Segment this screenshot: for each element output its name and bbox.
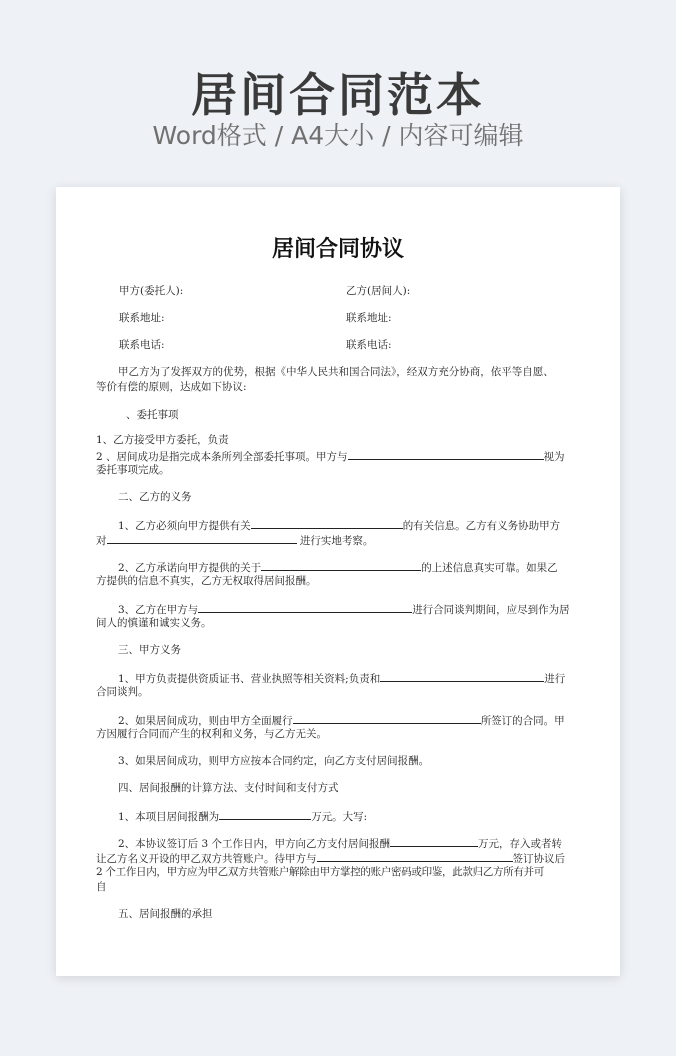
blank-field[interactable] [261,559,421,571]
blank-field[interactable] [348,448,544,460]
blank-field[interactable] [219,808,311,820]
document-title: 居间合同协议 [271,236,404,262]
clause-line: 方因履行合同而产生的权利和义务，与乙方无关。 [96,728,327,740]
banner-subtitle: Word格式 / A4大小 / 内容可编辑 [152,121,524,150]
section-heading: 、委托事项 [126,409,179,421]
document-page [56,187,620,976]
section-heading: 四、居间报酬的计算方法、支付时间和支付方式 [118,782,339,794]
party-a-label: 甲方(委托人): [119,285,184,297]
clause-line: 对 进行实地考察。 [96,532,580,549]
section-heading: 二、乙方的义务 [118,491,192,503]
clause-line: 2 、居间成功是指完成本条所列全部委托事项。甲方与 视为 [96,448,580,465]
clause-line: 自 [96,881,107,893]
banner-title: 居间合同范本 [191,68,485,122]
blank-field[interactable] [380,670,544,682]
clause-line: 让乙方名义开设的甲乙双方共管账户。待甲方与 签订协议后 [96,850,580,867]
clause-line: 1、乙方接受甲方委托，负责 [96,434,229,446]
blank-field[interactable] [251,517,403,529]
clause-line: 3、如果居间成功，则甲方应按本合同约定，向乙方支付居间报酬。 [118,755,430,767]
clause-line: 方提供的信息不真实，乙方无权取得居间报酬。 [96,575,317,587]
clause-line: 合同谈判。 [96,686,149,698]
intro-line: 甲乙方为了发挥双方的优势，根据《中华人民共和国合同法》，经双方充分协商，依平等自愿、 [118,366,554,378]
clause-line: 1、本项目居间报酬为 万元。大写: [96,808,580,825]
clause-line: 2、本协议签订后 3 个工作日内，甲方向乙方支付居间报酬 万元，存入或者转 [96,835,580,852]
clause-line: 3、乙方在甲方与 进行合同谈判期间，应尽到作为居 [96,601,580,618]
clause-line: 2、如果居间成功，则由甲方全面履行 所签订的合同。甲 [96,712,580,729]
phone-a-label: 联系电话: [119,339,165,351]
blank-field[interactable] [107,532,297,544]
clause-line: 1、甲方负责提供资质证书、营业执照等相关资料;负责和 进行 [96,670,580,687]
clause-line: 2 个工作日内，甲方应为甲乙双方共管账户解除由甲方掌控的账户密码或印鉴，此款归乙方所有并可 [96,866,545,878]
intro-line: 等价有偿的原则，达成如下协议: [96,381,247,393]
clause-line: 间人的慎谨和诚实义务。 [96,617,212,629]
clause-line: 委托事项完成。 [96,464,170,476]
clause-line: 2、乙方承诺向甲方提供的关于 的上述信息真实可靠。如果乙 [96,559,580,576]
blank-field[interactable] [317,850,513,862]
clause-line: 1、乙方必须向甲方提供有关 的有关信息。乙方有义务协助甲方 [96,517,580,534]
address-b-label: 联系地址: [346,312,392,324]
blank-field[interactable] [390,835,478,847]
section-heading: 五、居间报酬的承担 [118,908,213,920]
address-a-label: 联系地址: [119,312,165,324]
party-b-label: 乙方(居间人): [346,285,411,297]
section-heading: 三、甲方义务 [118,644,181,656]
blank-field[interactable] [198,601,412,613]
phone-b-label: 联系电话: [346,339,392,351]
blank-field[interactable] [293,712,481,724]
